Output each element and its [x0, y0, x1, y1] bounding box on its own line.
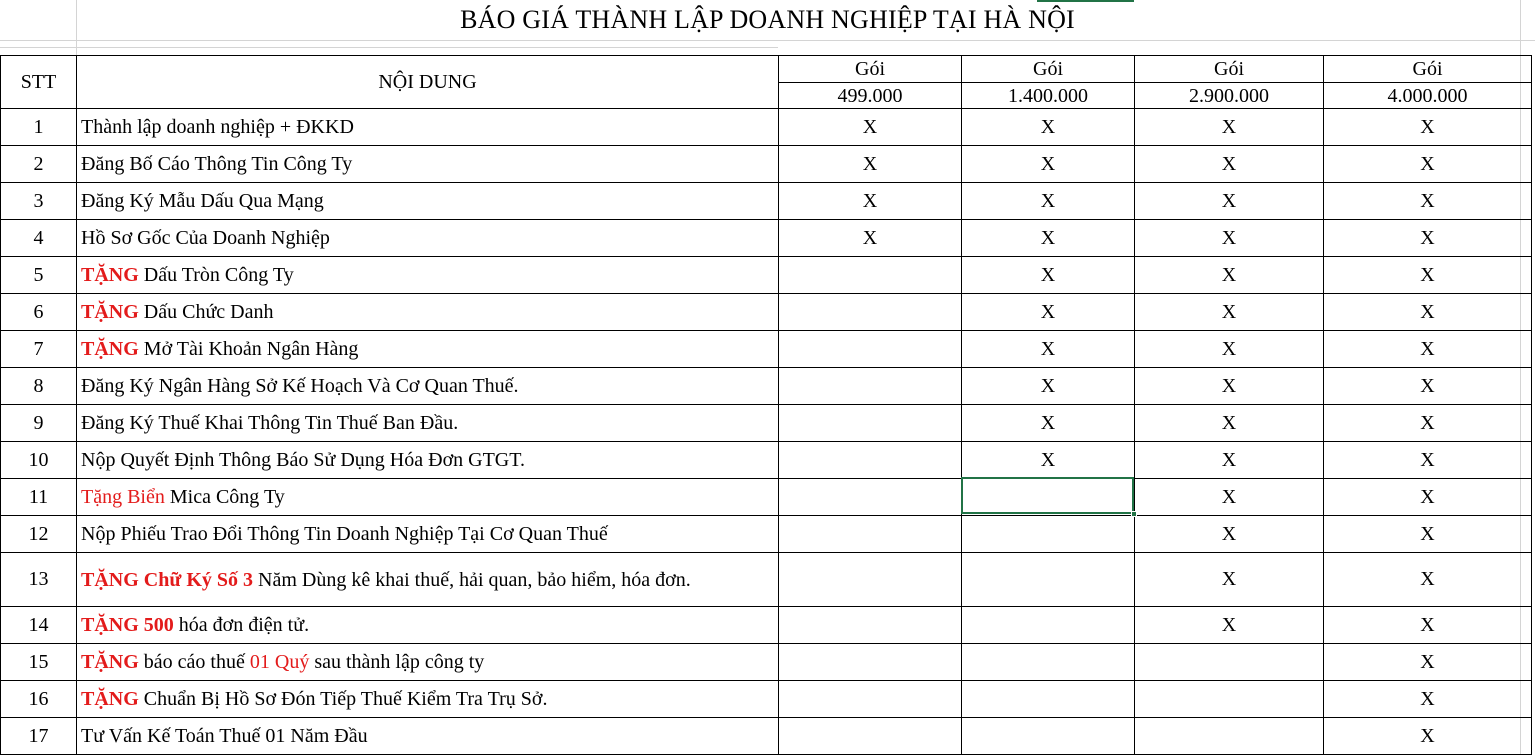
cell-package-2[interactable]: X — [962, 146, 1135, 183]
content-text: Hồ Sơ Gốc Của Doanh Nghiệp — [81, 227, 330, 249]
content-text: Dấu Chức Danh — [138, 301, 274, 323]
cell-stt[interactable]: 3 — [1, 183, 77, 220]
cell-package-4[interactable]: X — [1324, 644, 1532, 681]
gridline-col — [76, 0, 77, 55]
header-stt[interactable]: STT — [1, 56, 77, 109]
cell-content[interactable] — [77, 405, 779, 442]
cell-content[interactable] — [77, 183, 779, 220]
cell-content[interactable] — [77, 607, 779, 644]
content-text: TẶNG Chữ Ký Số 3 — [81, 568, 254, 591]
selected-cell[interactable] — [961, 477, 1134, 514]
cell-package-3[interactable]: X — [1135, 294, 1324, 331]
cell-package-4[interactable]: X — [1324, 109, 1532, 146]
content-text: TẶNG — [81, 651, 139, 673]
table-row — [1, 607, 1532, 644]
table-row — [1, 257, 1532, 294]
cell-stt[interactable]: 11 — [1, 479, 77, 516]
cell-stt[interactable]: 14 — [1, 607, 77, 644]
cell-package-4[interactable]: X — [1324, 553, 1532, 607]
cell-package-1[interactable]: X — [779, 220, 962, 257]
cell-content[interactable] — [77, 479, 779, 516]
cell-content[interactable] — [77, 220, 779, 257]
content-text: TẶNG — [81, 688, 139, 710]
cell-package-2[interactable]: X — [962, 220, 1135, 257]
cell-package-4[interactable]: X — [1324, 516, 1532, 553]
cell-package-3[interactable]: X — [1135, 183, 1324, 220]
cell-package-1[interactable] — [779, 257, 962, 294]
cell-stt[interactable]: 2 — [1, 146, 77, 183]
cell-stt[interactable]: 9 — [1, 405, 77, 442]
cell-package-1[interactable] — [779, 644, 962, 681]
cell-package-4[interactable]: X — [1324, 607, 1532, 644]
cell-package-1[interactable] — [779, 516, 962, 553]
cell-package-3[interactable]: X — [1135, 257, 1324, 294]
header-row — [1, 56, 1532, 109]
cell-content[interactable] — [77, 553, 779, 607]
table-row — [1, 405, 1532, 442]
cell-stt[interactable]: 6 — [1, 294, 77, 331]
cell-package-4[interactable]: X — [1324, 220, 1532, 257]
cell-package-1[interactable] — [779, 368, 962, 405]
cell-stt[interactable]: 7 — [1, 331, 77, 368]
cell-stt[interactable]: 4 — [1, 220, 77, 257]
cell-package-4[interactable]: X — [1324, 294, 1532, 331]
header-content[interactable]: NỘI DUNG — [77, 56, 779, 109]
content-text: Chuẩn Bị Hồ Sơ Đón Tiếp Thuế Kiểm Tra Trụ Sở. — [138, 688, 548, 710]
package-label: Gói — [779, 56, 961, 83]
cell-content[interactable] — [77, 442, 779, 479]
cell-content[interactable] — [77, 146, 779, 183]
content-text: 01 Quý — [249, 651, 310, 673]
table-row — [1, 331, 1532, 368]
cell-package-3[interactable]: X — [1135, 368, 1324, 405]
cell-package-1[interactable]: X — [779, 109, 962, 146]
content-text: TẶNG 500 — [81, 614, 174, 636]
cell-package-2[interactable] — [962, 553, 1135, 607]
cell-package-2[interactable]: X — [962, 331, 1135, 368]
content-text: Năm Dùng kê khai thuế, hải quan, bảo hiểm, hóa đơn. — [253, 568, 691, 591]
content-text: Đăng Ký Mẫu Dấu Qua Mạng — [81, 190, 324, 212]
content-text: Dấu Tròn Công Ty — [138, 264, 294, 286]
cell-package-1[interactable] — [779, 607, 962, 644]
content-text: TẶNG — [81, 301, 139, 323]
cell-content[interactable] — [77, 516, 779, 553]
cell-package-3[interactable]: X — [1135, 516, 1324, 553]
cell-package-1[interactable] — [779, 405, 962, 442]
cell-package-1[interactable] — [779, 718, 962, 755]
cell-content[interactable] — [77, 368, 779, 405]
content-text: hóa đơn điện tử. — [173, 614, 310, 636]
cell-package-3[interactable]: X — [1135, 553, 1324, 607]
package-price: 1.400.000 — [1008, 85, 1088, 107]
content-text: TẶNG — [81, 264, 139, 286]
cell-package-2[interactable]: X — [962, 405, 1135, 442]
cell-package-1[interactable] — [779, 681, 962, 718]
cell-package-3[interactable] — [1135, 718, 1324, 755]
cell-package-1[interactable] — [779, 294, 962, 331]
cell-package-2[interactable]: X — [962, 109, 1135, 146]
content-text: báo cáo thuế — [138, 651, 250, 673]
cell-stt[interactable]: 13 — [1, 553, 77, 607]
content-text: Đăng Ký Ngân Hàng Sở Kế Hoạch Và Cơ Quan Thuế. — [81, 375, 519, 397]
cell-stt[interactable]: 12 — [1, 516, 77, 553]
package-label: Gói — [962, 56, 1134, 83]
package-label: Gói — [1135, 56, 1323, 83]
content-text: Tư Vấn Kế Toán Thuế 01 Năm Đầu — [81, 725, 368, 747]
cell-package-3[interactable] — [1135, 644, 1324, 681]
cell-content[interactable] — [77, 644, 779, 681]
content-text: Đăng Bố Cáo Thông Tin Công Ty — [81, 153, 353, 175]
cell-content[interactable] — [77, 257, 779, 294]
cell-stt[interactable]: 10 — [1, 442, 77, 479]
table-row — [1, 220, 1532, 257]
cell-package-3[interactable]: X — [1135, 220, 1324, 257]
cell-stt[interactable]: 5 — [1, 257, 77, 294]
cell-stt[interactable]: 8 — [1, 368, 77, 405]
fill-handle[interactable] — [1131, 511, 1137, 517]
table-row — [1, 146, 1532, 183]
header-package-3[interactable] — [1135, 56, 1324, 109]
cell-stt[interactable]: 1 — [1, 109, 77, 146]
content-text: Mở Tài Khoản Ngân Hàng — [138, 338, 359, 360]
cell-package-1[interactable] — [779, 442, 962, 479]
cell-package-2[interactable] — [962, 644, 1135, 681]
table-row — [1, 479, 1532, 516]
cell-package-4[interactable]: X — [1324, 368, 1532, 405]
price-table — [0, 55, 1532, 755]
table-row — [1, 442, 1532, 479]
cell-package-3[interactable] — [1135, 681, 1324, 718]
cell-package-4[interactable]: X — [1324, 331, 1532, 368]
cell-package-3[interactable]: X — [1135, 109, 1324, 146]
content-text: Tặng Biển — [81, 486, 165, 508]
cell-content[interactable] — [77, 294, 779, 331]
cell-package-4[interactable]: X — [1324, 405, 1532, 442]
table-row — [1, 109, 1532, 146]
package-price: 4.000.000 — [1387, 85, 1468, 107]
cell-package-4[interactable]: X — [1324, 257, 1532, 294]
cell-package-2[interactable]: X — [962, 257, 1135, 294]
cell-package-1[interactable] — [779, 479, 962, 516]
cell-package-3[interactable]: X — [1135, 607, 1324, 644]
cell-package-4[interactable]: X — [1324, 681, 1532, 718]
sheet-title: BÁO GIÁ THÀNH LẬP DOANH NGHIỆP TẠI HÀ NỘI — [460, 5, 1075, 34]
cell-package-3[interactable]: X — [1135, 479, 1324, 516]
cell-package-1[interactable]: X — [779, 183, 962, 220]
package-price: 2.900.000 — [1189, 85, 1269, 107]
table-row — [1, 681, 1532, 718]
table-row — [1, 183, 1532, 220]
cell-package-3[interactable]: X — [1135, 442, 1324, 479]
content-text: Nộp Quyết Định Thông Báo Sử Dụng Hóa Đơn GTGT. — [81, 449, 525, 471]
cell-package-4[interactable]: X — [1324, 442, 1532, 479]
cell-content[interactable] — [77, 109, 779, 146]
header-package-2[interactable] — [962, 56, 1135, 109]
content-text: Mica Công Ty — [164, 486, 285, 508]
cell-package-3[interactable]: X — [1135, 331, 1324, 368]
cell-stt[interactable]: 17 — [1, 718, 77, 755]
content-text: sau thành lập công ty — [309, 651, 485, 673]
cell-package-2[interactable]: X — [962, 368, 1135, 405]
cell-stt[interactable]: 15 — [1, 644, 77, 681]
cell-package-2[interactable]: X — [962, 442, 1135, 479]
cell-content[interactable] — [77, 331, 779, 368]
cell-package-1[interactable]: X — [779, 146, 962, 183]
gridline-row — [0, 47, 778, 48]
gridline-row — [0, 40, 1535, 41]
content-text: Đăng Ký Thuế Khai Thông Tin Thuế Ban Đầu. — [81, 412, 459, 434]
cell-package-4[interactable]: X — [1324, 718, 1532, 755]
cell-package-2[interactable]: X — [962, 183, 1135, 220]
cell-package-4[interactable]: X — [1324, 479, 1532, 516]
content-text: TẶNG — [81, 338, 139, 360]
cell-package-2[interactable] — [962, 607, 1135, 644]
cell-content[interactable] — [77, 681, 779, 718]
package-price: 499.000 — [837, 85, 903, 107]
cell-package-3[interactable]: X — [1135, 405, 1324, 442]
table-row — [1, 516, 1532, 553]
table-row — [1, 294, 1532, 331]
cell-content[interactable] — [77, 718, 779, 755]
table-row — [1, 368, 1532, 405]
content-text: Thành lập doanh nghiệp + ĐKKD — [81, 116, 354, 138]
cell-package-2[interactable] — [962, 516, 1135, 553]
header-package-1[interactable] — [779, 56, 962, 109]
table-row — [1, 718, 1532, 755]
cell-package-2[interactable] — [962, 681, 1135, 718]
cell-package-4[interactable]: X — [1324, 146, 1532, 183]
cell-package-3[interactable]: X — [1135, 146, 1324, 183]
cell-package-4[interactable]: X — [1324, 183, 1532, 220]
table-row — [1, 644, 1532, 681]
package-label: Gói — [1324, 56, 1531, 83]
cell-package-2[interactable] — [962, 718, 1135, 755]
content-text: Nộp Phiếu Trao Đổi Thông Tin Doanh Nghiệp Tại Cơ Quan Thuế — [81, 523, 608, 545]
header-package-4[interactable] — [1324, 56, 1532, 109]
cell-stt[interactable]: 16 — [1, 681, 77, 718]
cell-package-2[interactable]: X — [962, 294, 1135, 331]
cell-package-1[interactable] — [779, 553, 962, 607]
cell-package-1[interactable] — [779, 331, 962, 368]
table-row — [1, 553, 1532, 607]
